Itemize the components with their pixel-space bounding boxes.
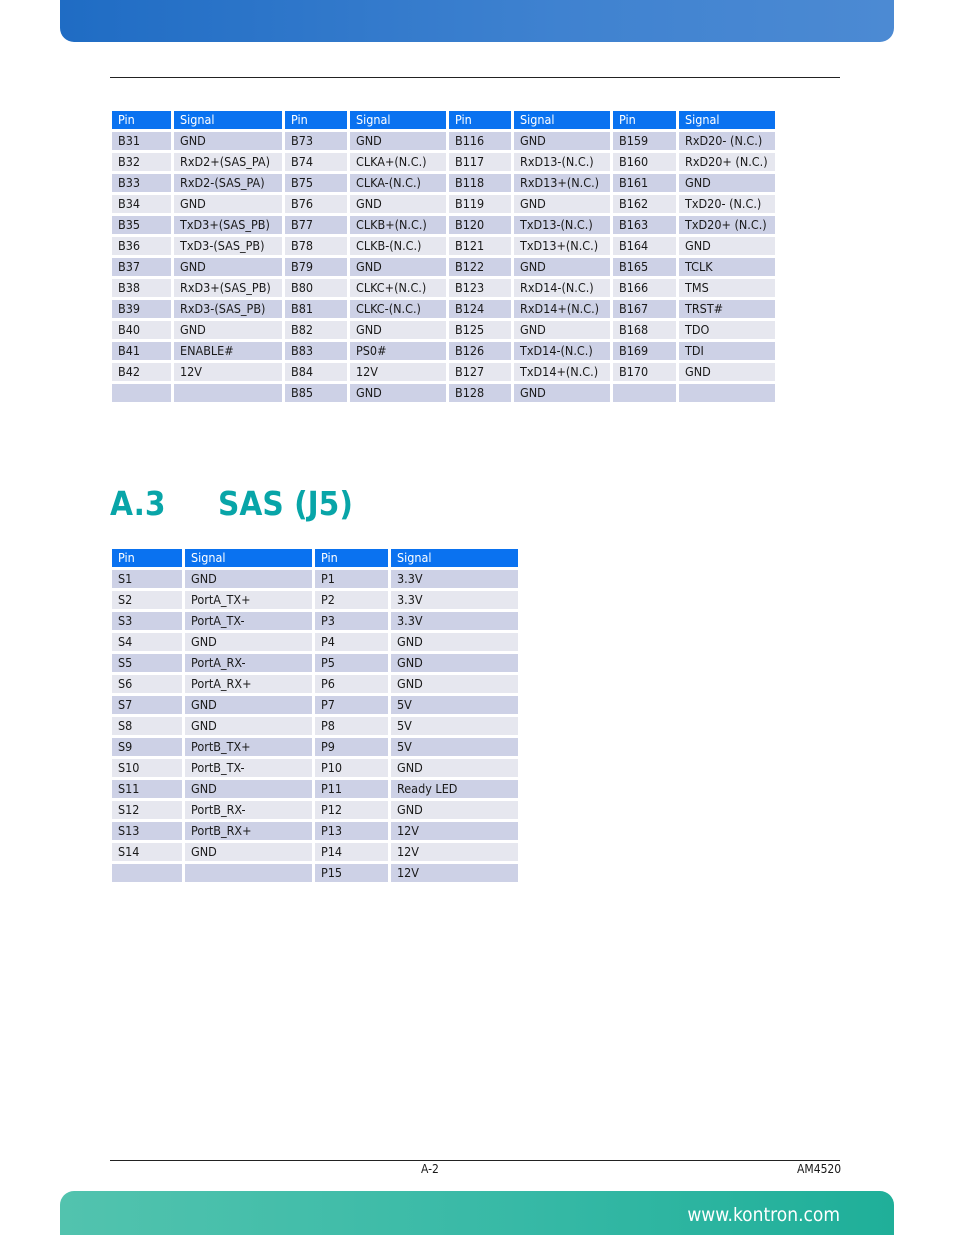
column-header: Pin	[285, 111, 347, 129]
table-cell: GND	[679, 363, 775, 381]
table-cell: RxD20+ (N.C.)	[679, 153, 775, 171]
table-row	[112, 342, 775, 360]
table-cell	[679, 384, 775, 402]
table-cell: GND	[350, 258, 446, 276]
table-cell	[185, 864, 312, 882]
table-cell: GND	[679, 174, 775, 192]
table-cell: B170	[613, 363, 676, 381]
table-cell: CLKA-(N.C.)	[350, 174, 446, 192]
table-row	[112, 384, 775, 402]
table-cell: B126	[449, 342, 511, 360]
table-cell: GND	[514, 195, 610, 213]
table-cell: GND	[391, 654, 518, 672]
table-cell: B74	[285, 153, 347, 171]
table-cell: B35	[112, 216, 171, 234]
table-cell	[613, 384, 676, 402]
table-cell: PortA_TX-	[185, 612, 312, 630]
table-cell: RxD13+(N.C.)	[514, 174, 610, 192]
table-cell: P15	[315, 864, 388, 882]
table-cell: B116	[449, 132, 511, 150]
table-cell: GND	[514, 321, 610, 339]
table-cell: B78	[285, 237, 347, 255]
table-cell: B121	[449, 237, 511, 255]
table-cell: GND	[174, 321, 282, 339]
table-row	[112, 591, 518, 609]
table-cell	[112, 384, 171, 402]
table-cell: B167	[613, 300, 676, 318]
table-cell: GND	[514, 384, 610, 402]
table-cell: GND	[350, 195, 446, 213]
table-cell: CLKB-(N.C.)	[350, 237, 446, 255]
column-header: Signal	[391, 549, 518, 567]
section-heading	[110, 482, 353, 526]
table-row	[112, 612, 518, 630]
table-cell: B34	[112, 195, 171, 213]
table-cell: TDI	[679, 342, 775, 360]
table-cell: 12V	[391, 864, 518, 882]
table-cell: B85	[285, 384, 347, 402]
table-cell: TxD20+ (N.C.)	[679, 216, 775, 234]
table-cell: B80	[285, 279, 347, 297]
table-cell: S12	[112, 801, 182, 819]
table-cell: B125	[449, 321, 511, 339]
table-row	[112, 237, 775, 255]
table-cell: P7	[315, 696, 388, 714]
table-cell: GND	[185, 696, 312, 714]
table-header-row	[112, 111, 775, 129]
table-cell: GND	[185, 570, 312, 588]
table-cell: S13	[112, 822, 182, 840]
section-number: A.3	[110, 484, 166, 523]
table-cell: RxD14-(N.C.)	[514, 279, 610, 297]
table-cell: S7	[112, 696, 182, 714]
table-cell: TxD3-(SAS_PB)	[174, 237, 282, 255]
table-cell: PortA_RX-	[185, 654, 312, 672]
table-cell: RxD20- (N.C.)	[679, 132, 775, 150]
table-cell: GND	[350, 321, 446, 339]
column-header: Signal	[514, 111, 610, 129]
sas-pin-table	[109, 546, 521, 885]
table-cell: 12V	[350, 363, 446, 381]
column-header: Signal	[185, 549, 312, 567]
table-cell: B169	[613, 342, 676, 360]
table-row	[112, 216, 775, 234]
table-cell: TxD13-(N.C.)	[514, 216, 610, 234]
table-cell: PortA_TX+	[185, 591, 312, 609]
table-cell: P1	[315, 570, 388, 588]
table-cell: RxD2+(SAS_PA)	[174, 153, 282, 171]
table-cell: GND	[174, 132, 282, 150]
table-row	[112, 570, 518, 588]
column-header: Pin	[613, 111, 676, 129]
table-header-row	[112, 549, 518, 567]
table-cell: GND	[350, 384, 446, 402]
table-cell: CLKC+(N.C.)	[350, 279, 446, 297]
table-cell: TxD3+(SAS_PB)	[174, 216, 282, 234]
table-cell: B118	[449, 174, 511, 192]
table-cell: GND	[174, 195, 282, 213]
table-cell: S9	[112, 738, 182, 756]
table-cell: PortB_TX-	[185, 759, 312, 777]
table-cell	[112, 864, 182, 882]
table-cell: P3	[315, 612, 388, 630]
table-cell: B37	[112, 258, 171, 276]
table-cell: S5	[112, 654, 182, 672]
table-row	[112, 675, 518, 693]
table-cell: P10	[315, 759, 388, 777]
table-cell: B128	[449, 384, 511, 402]
table-cell: GND	[174, 258, 282, 276]
table-row	[112, 363, 775, 381]
table-cell: GND	[679, 237, 775, 255]
table-cell: S14	[112, 843, 182, 861]
table-cell: P6	[315, 675, 388, 693]
table-cell: B84	[285, 363, 347, 381]
table-cell: P14	[315, 843, 388, 861]
footer-rule	[110, 1160, 840, 1161]
table-cell: P11	[315, 780, 388, 798]
table-cell: S11	[112, 780, 182, 798]
table-cell: S1	[112, 570, 182, 588]
table-cell: GND	[391, 801, 518, 819]
table-cell: P13	[315, 822, 388, 840]
table-cell: B40	[112, 321, 171, 339]
table-cell: 5V	[391, 717, 518, 735]
table-cell: GND	[514, 132, 610, 150]
table-cell: S6	[112, 675, 182, 693]
table-cell: B124	[449, 300, 511, 318]
table-cell: RxD13-(N.C.)	[514, 153, 610, 171]
table-cell: 3.3V	[391, 591, 518, 609]
table-cell: CLKB+(N.C.)	[350, 216, 446, 234]
table-cell: GND	[185, 843, 312, 861]
header-rule	[110, 77, 840, 78]
table-cell: GND	[185, 633, 312, 651]
table-row	[112, 780, 518, 798]
table-cell: B119	[449, 195, 511, 213]
table-cell: B117	[449, 153, 511, 171]
table-row	[112, 717, 518, 735]
table-cell: S10	[112, 759, 182, 777]
table-cell: B82	[285, 321, 347, 339]
table-cell: GND	[185, 780, 312, 798]
table-cell: PortB_TX+	[185, 738, 312, 756]
table-cell: TxD14+(N.C.)	[514, 363, 610, 381]
table-cell: TRST#	[679, 300, 775, 318]
backplane-pin-table	[109, 108, 778, 405]
table-cell: GND	[391, 759, 518, 777]
column-header: Pin	[112, 111, 171, 129]
table-cell: 12V	[391, 822, 518, 840]
column-header: Pin	[315, 549, 388, 567]
table-row	[112, 258, 775, 276]
table-cell: B79	[285, 258, 347, 276]
table-cell: GND	[391, 675, 518, 693]
table-row	[112, 132, 775, 150]
table-row	[112, 300, 775, 318]
table-cell: PortB_RX-	[185, 801, 312, 819]
table-cell: P12	[315, 801, 388, 819]
section-title: SAS (J5)	[218, 484, 353, 523]
table-row	[112, 822, 518, 840]
table-cell: B83	[285, 342, 347, 360]
table-cell: PS0#	[350, 342, 446, 360]
table-cell: RxD3-(SAS_PB)	[174, 300, 282, 318]
table-cell: TxD13+(N.C.)	[514, 237, 610, 255]
table-cell: B120	[449, 216, 511, 234]
table-cell: B33	[112, 174, 171, 192]
column-header: Pin	[112, 549, 182, 567]
page-number: A-2	[421, 1162, 439, 1176]
column-header: Signal	[174, 111, 282, 129]
table-cell: B122	[449, 258, 511, 276]
table-cell: B76	[285, 195, 347, 213]
table-cell: 3.3V	[391, 570, 518, 588]
column-header: Pin	[449, 111, 511, 129]
table-cell: P9	[315, 738, 388, 756]
table-cell: RxD3+(SAS_PB)	[174, 279, 282, 297]
table-cell: B75	[285, 174, 347, 192]
table-cell: TDO	[679, 321, 775, 339]
table-row	[112, 654, 518, 672]
table-cell: B81	[285, 300, 347, 318]
table-cell: B161	[613, 174, 676, 192]
table-row	[112, 864, 518, 882]
header-banner	[60, 0, 894, 42]
document-id: AM4520	[797, 1162, 842, 1176]
table-cell: B41	[112, 342, 171, 360]
table-cell: B123	[449, 279, 511, 297]
table-cell: 5V	[391, 738, 518, 756]
table-row	[112, 759, 518, 777]
table-cell: PortB_RX+	[185, 822, 312, 840]
table-cell: B31	[112, 132, 171, 150]
table-cell: B32	[112, 153, 171, 171]
table-cell: B159	[613, 132, 676, 150]
table-cell: S4	[112, 633, 182, 651]
table-cell: TCLK	[679, 258, 775, 276]
table-row	[112, 843, 518, 861]
table-cell: B165	[613, 258, 676, 276]
table-cell: B42	[112, 363, 171, 381]
table-cell: B73	[285, 132, 347, 150]
table-cell: P4	[315, 633, 388, 651]
column-header: Signal	[679, 111, 775, 129]
table-cell: TxD20- (N.C.)	[679, 195, 775, 213]
table-cell: RxD2-(SAS_PA)	[174, 174, 282, 192]
table-cell: GND	[185, 717, 312, 735]
table-row	[112, 279, 775, 297]
table-cell: ENABLE#	[174, 342, 282, 360]
table-cell: B77	[285, 216, 347, 234]
table-row	[112, 801, 518, 819]
table-row	[112, 321, 775, 339]
table-cell: TxD14-(N.C.)	[514, 342, 610, 360]
table-row	[112, 153, 775, 171]
website-link[interactable]: www.kontron.com	[687, 1204, 840, 1226]
table-cell: 12V	[391, 843, 518, 861]
table-cell: CLKA+(N.C.)	[350, 153, 446, 171]
table-cell: P5	[315, 654, 388, 672]
table-cell: B166	[613, 279, 676, 297]
table-row	[112, 195, 775, 213]
table-cell: B38	[112, 279, 171, 297]
table-cell: Ready LED	[391, 780, 518, 798]
table-cell: B168	[613, 321, 676, 339]
table-row	[112, 174, 775, 192]
table-cell: B39	[112, 300, 171, 318]
table-cell: GND	[514, 258, 610, 276]
table-cell: B163	[613, 216, 676, 234]
table-row	[112, 738, 518, 756]
table-cell: GND	[350, 132, 446, 150]
table-cell: S3	[112, 612, 182, 630]
table-row	[112, 633, 518, 651]
table-cell: P2	[315, 591, 388, 609]
table-cell: S2	[112, 591, 182, 609]
table-cell: PortA_RX+	[185, 675, 312, 693]
column-header: Signal	[350, 111, 446, 129]
table-cell: CLKC-(N.C.)	[350, 300, 446, 318]
table-row	[112, 696, 518, 714]
table-cell: 12V	[174, 363, 282, 381]
footer-banner	[60, 1191, 894, 1235]
table-cell: GND	[391, 633, 518, 651]
table-cell: P8	[315, 717, 388, 735]
table-cell: B164	[613, 237, 676, 255]
table-cell: B36	[112, 237, 171, 255]
table-cell: TMS	[679, 279, 775, 297]
table-cell: B160	[613, 153, 676, 171]
table-cell: B127	[449, 363, 511, 381]
table-cell: B162	[613, 195, 676, 213]
table-cell: 5V	[391, 696, 518, 714]
table-cell: 3.3V	[391, 612, 518, 630]
table-cell: RxD14+(N.C.)	[514, 300, 610, 318]
table-cell	[174, 384, 282, 402]
table-cell: S8	[112, 717, 182, 735]
